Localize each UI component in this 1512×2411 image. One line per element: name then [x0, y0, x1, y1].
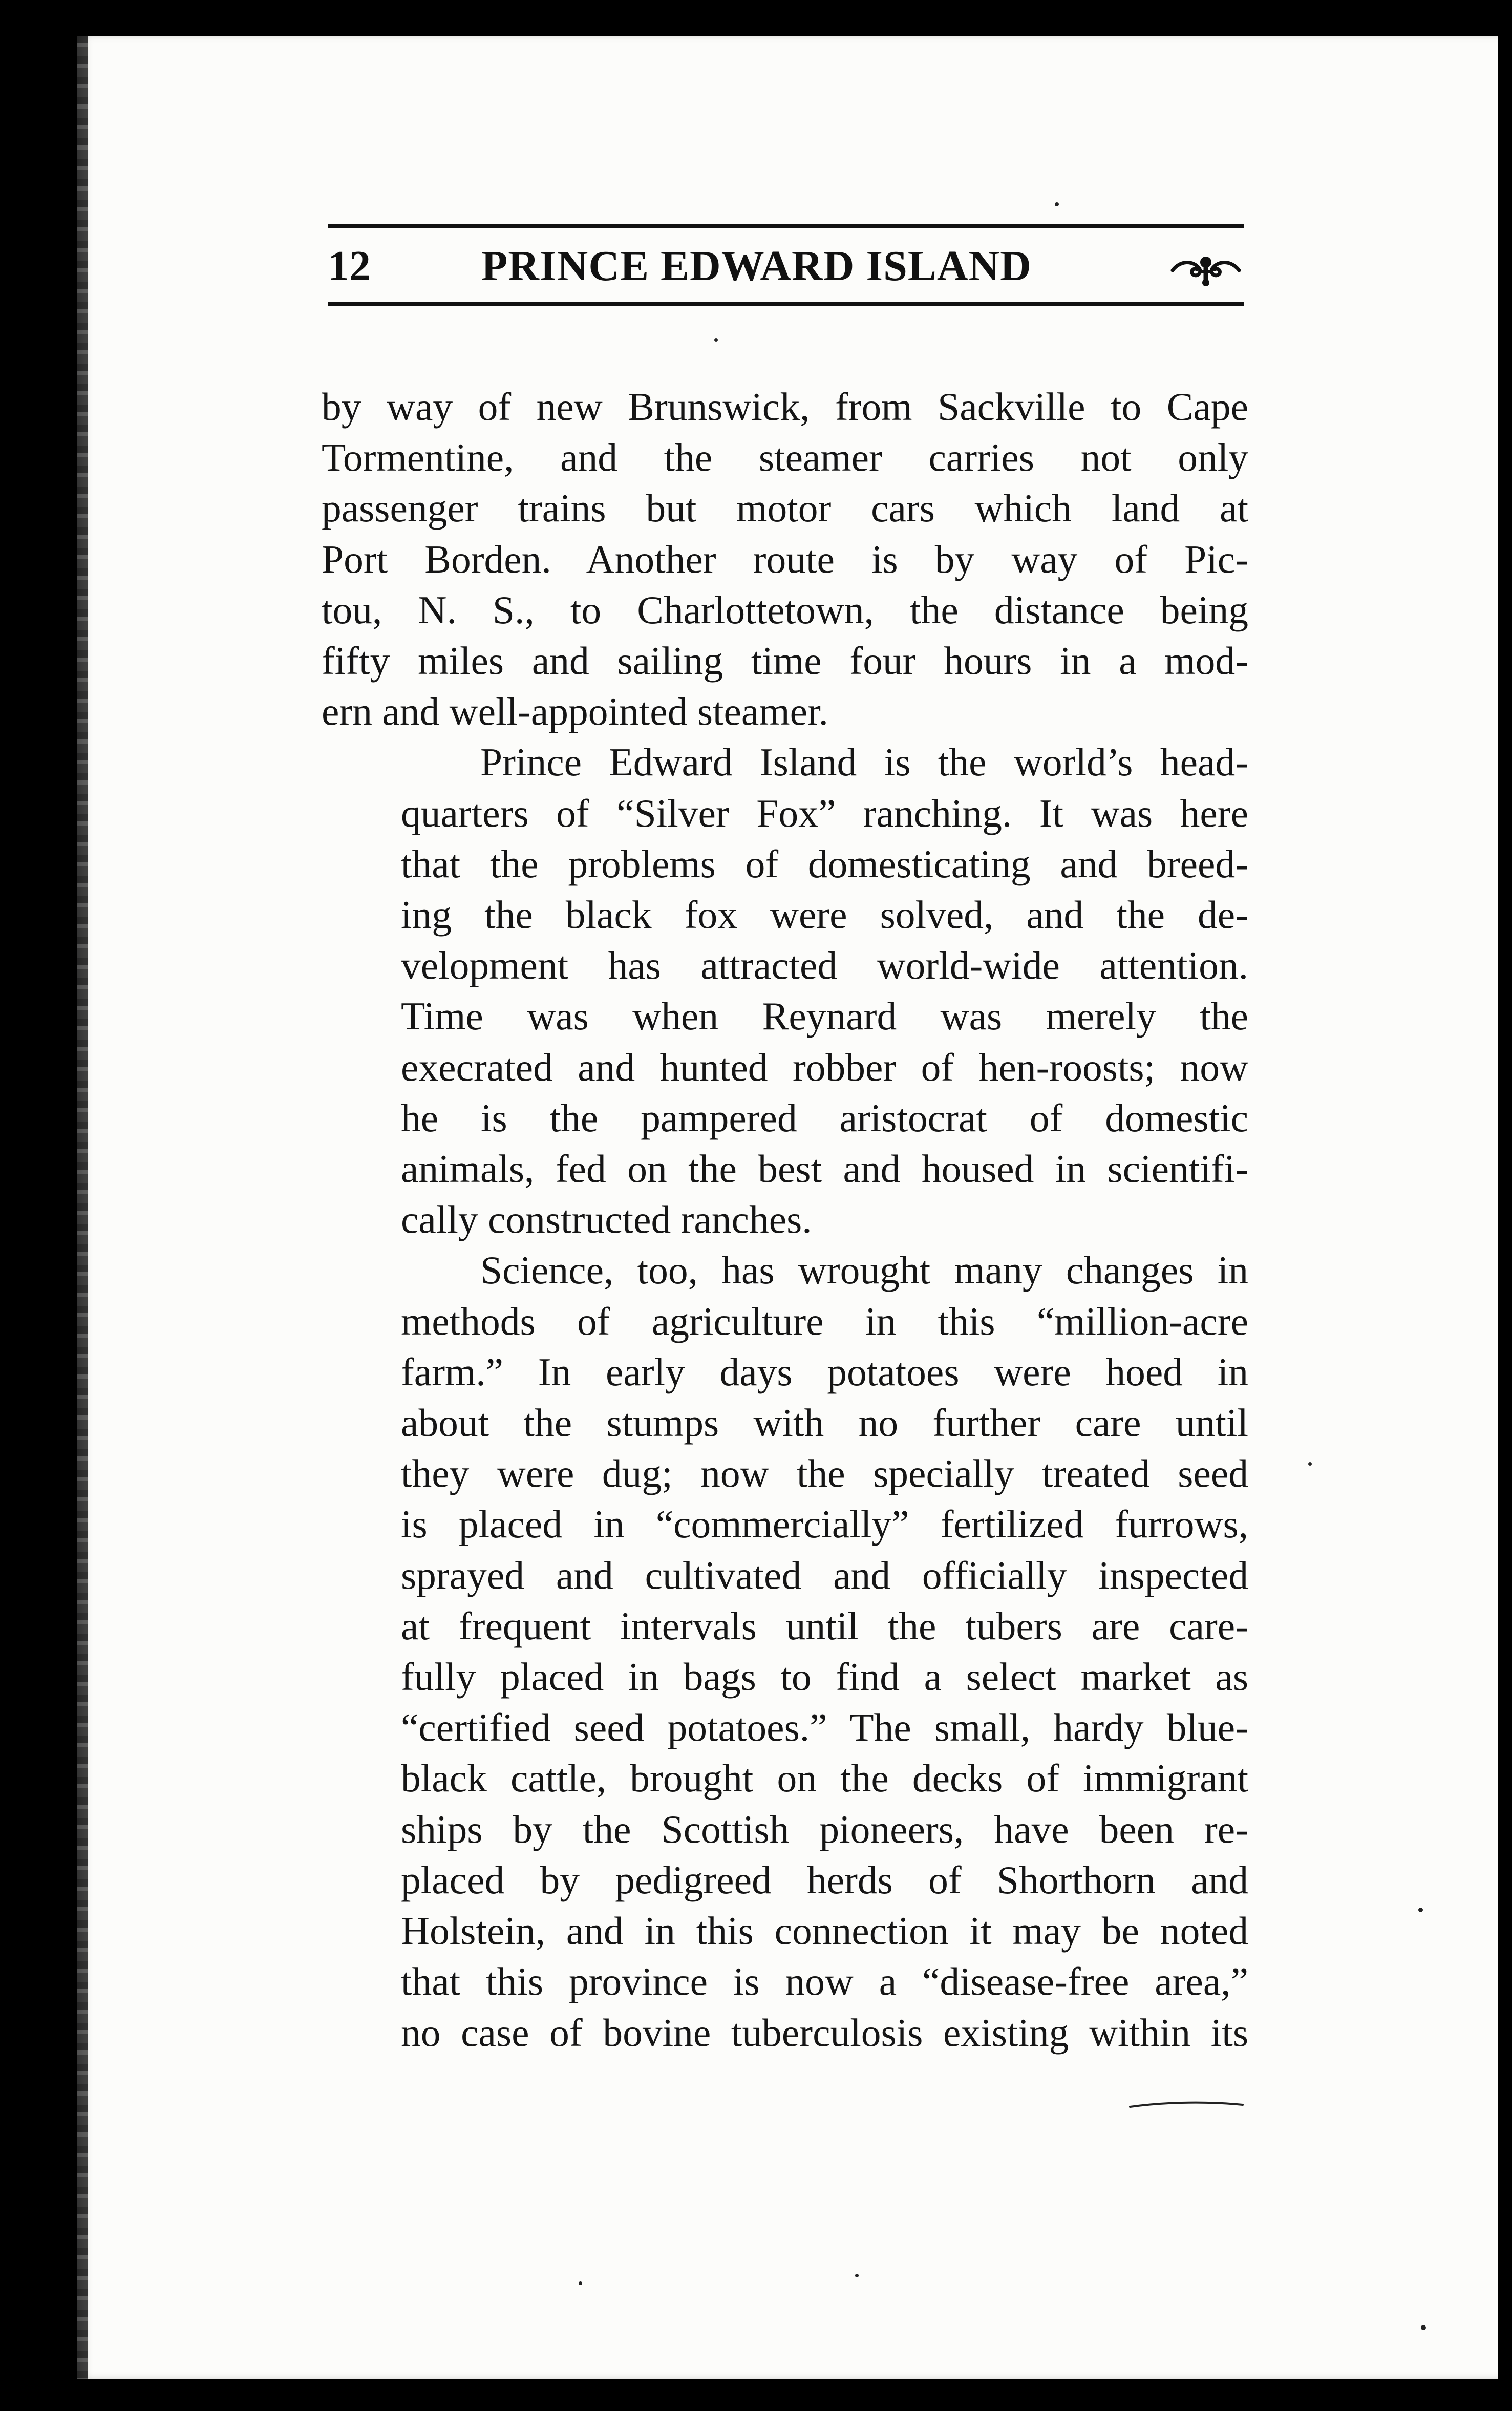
text-line: that the problems of domesticating and breed-	[401, 841, 1248, 886]
paragraph	[322, 382, 1248, 737]
text-line: sprayed and cultivated and officially inspected	[401, 1553, 1248, 1597]
text-line: Prince Edward Island is the world’s head-	[480, 740, 1248, 785]
text-line: by way of new Brunswick, from Sackville to Cape	[322, 385, 1248, 429]
text-line: Port Borden. Another route is by way of Pic-	[322, 537, 1248, 581]
text-line: ern and well-appointed steamer.	[322, 689, 828, 734]
text-line: no case of bovine tuberculosis existing within its	[401, 2010, 1248, 2055]
text-line: at frequent intervals until the tubers are care-	[401, 1603, 1248, 1648]
pencil-mark	[1129, 2100, 1244, 2110]
running-head	[328, 236, 1244, 297]
scan-speck	[855, 2274, 859, 2277]
text-line: methods of agriculture in this “million-acre	[401, 1299, 1248, 1343]
text-line: that this province is now a “disease-free area,”	[401, 1959, 1248, 2004]
text-line: farm.” In early days potatoes were hoed in	[401, 1349, 1248, 1394]
text-line: “certified seed potatoes.” The small, hardy blue-	[401, 1705, 1248, 1750]
text-line: ships by the Scottish pioneers, have been re-	[401, 1807, 1248, 1851]
text-line: Holstein, and in this connection it may be noted	[401, 1909, 1248, 1953]
text-line: is placed in “commercially” fertilized furrows,	[401, 1502, 1248, 1547]
paragraph	[322, 737, 1248, 1245]
text-line: animals, fed on the best and housed in scientifi-	[401, 1147, 1248, 1191]
text-line: fully placed in bags to find a select market as	[401, 1655, 1248, 1699]
text-line: Time was when Reynard was merely the	[401, 994, 1248, 1039]
text-line: velopment has attracted world-wide attention.	[401, 943, 1248, 988]
page-binding-edge	[77, 36, 88, 2379]
scan-speck	[1421, 2325, 1426, 2330]
text-line: Tormentine, and the steamer carries not only	[322, 435, 1248, 480]
page-number: 12	[328, 242, 371, 290]
running-title: PRINCE EDWARD ISLAND	[481, 242, 1032, 290]
header-rule-bottom	[328, 302, 1244, 306]
header-rule-top	[328, 224, 1244, 228]
scan-speck	[1055, 202, 1059, 206]
text-line: cally constructed ranches.	[401, 1197, 812, 1242]
text-line: they were dug; now the specially treated seed	[401, 1451, 1248, 1496]
text-line: black cattle, brought on the decks of immigrant	[401, 1756, 1248, 1801]
text-line: passenger trains but motor cars which land at	[322, 486, 1248, 531]
paragraph	[322, 1245, 1248, 2058]
text-line: fifty miles and sailing time four hours in a mod-	[322, 639, 1248, 683]
text-line: tou, N. S., to Charlottetown, the distance being	[322, 587, 1248, 632]
text-line: about the stumps with no further care until	[401, 1401, 1248, 1445]
scan-speck	[714, 338, 718, 342]
text-line: placed by pedigreed herds of Shorthorn and	[401, 1857, 1248, 1902]
text-line: ing the black fox were solved, and the de-	[401, 893, 1248, 937]
text-line: he is the pampered aristocrat of domestic	[401, 1095, 1248, 1140]
text-line: Science, too, has wrought many changes in	[480, 1248, 1248, 1293]
fleuron-icon	[1167, 251, 1244, 287]
body-text	[322, 382, 1248, 2058]
text-line: quarters of “Silver Fox” ranching. It was here	[401, 791, 1248, 835]
scan-speck	[1418, 1908, 1423, 1912]
text-line: execrated and hunted robber of hen-roosts; now	[401, 1045, 1248, 1089]
scan-speck	[579, 2281, 582, 2285]
scan-speck	[1308, 1462, 1312, 1466]
